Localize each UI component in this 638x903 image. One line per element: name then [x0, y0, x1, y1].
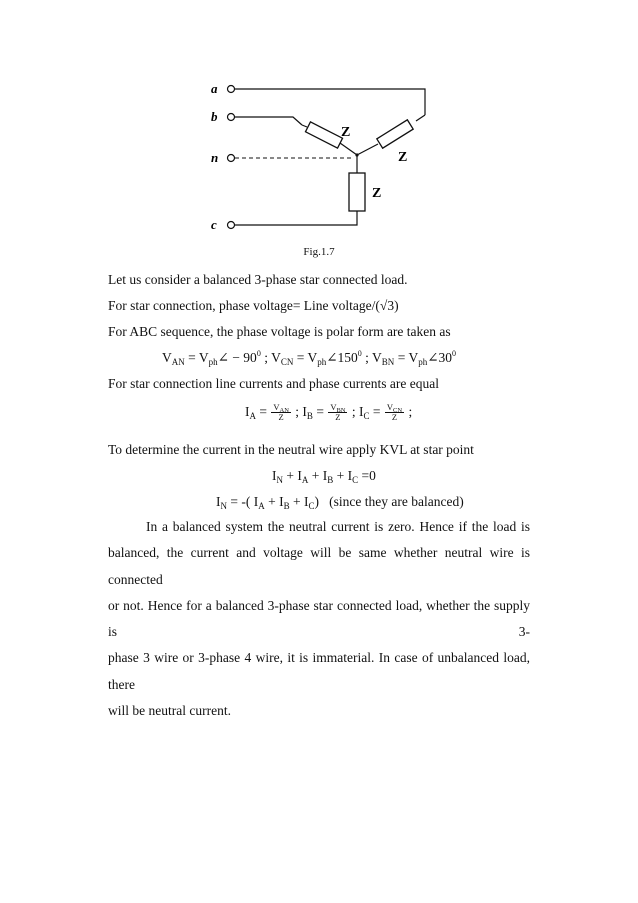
terminal-a: [228, 86, 235, 93]
impedance-label-a: Z: [398, 150, 408, 165]
paragraph-line: In a balanced system the neutral current is zero. Hence if the load is: [146, 519, 530, 534]
terminal-c: [228, 222, 235, 229]
terminal-label-b: b: [211, 109, 218, 124]
paragraph-balanced-system: [108, 514, 530, 724]
impedance-label-b: Z: [341, 125, 351, 140]
paragraph-line: phase 3 wire or 3-phase 4 wire, it is immaterial. In case of unbalanced load, there: [108, 650, 530, 692]
terminal-b: [228, 114, 235, 121]
line-c-wire: [235, 211, 357, 225]
terminal-n: [228, 155, 235, 162]
equation-neutral-current: $I_N$ = -( $I_A + I_B + I_C$) (since they are balanced): [216, 494, 464, 511]
text-line-balanced-load: Let us consider a balanced 3-phase star connected load.: [108, 272, 408, 287]
figure-caption: Fig.1.7: [303, 246, 335, 258]
paragraph-line: will be neutral current.: [108, 703, 231, 719]
text-line-kvl: To determine the current in the neutral wire apply KVL at star point: [108, 442, 474, 457]
branch-b-to-star: [340, 143, 357, 155]
terminal-label-n: n: [211, 150, 219, 165]
paragraph-line: balanced, the current and voltage will be same whether neutral wire is connected: [108, 545, 530, 587]
star-connection-diagram: [0, 0, 638, 270]
text-line-abc-sequence: For ABC sequence, the phase voltage is polar form are taken as: [108, 324, 451, 339]
fraction-vbn-z: $\frac{V_{BN}}{Z}$: [330, 402, 346, 423]
branch-a-lead: [416, 115, 425, 121]
fraction-vcn-z: $\frac{V_{CN}}{Z}$: [386, 402, 403, 423]
impedance-c: [349, 173, 365, 211]
line-b-wire: [235, 117, 302, 125]
terminal-label-a: a: [211, 81, 218, 96]
terminal-label-c: c: [211, 217, 217, 232]
text-line-star-voltage: For star connection, phase voltage= Line voltage/(√3): [108, 298, 399, 313]
text-line-line-phase-currents: For star connection line currents and phase currents are equal: [108, 376, 439, 391]
paragraph-line: or not. Hence for a balanced 3-phase star connected load, whether the supply is 3-: [108, 597, 530, 640]
impedance-a: [377, 120, 413, 148]
impedance-label-c: Z: [372, 186, 382, 201]
line-a-wire: [235, 89, 425, 115]
equation-kcl-star-point: $I_N + I_A + I_B + I_C =0$: [272, 468, 376, 485]
fraction-van-z: $\frac{V_{AN}}{Z}$: [273, 402, 289, 423]
impedance-b: [305, 122, 342, 148]
branch-a-to-star: [357, 144, 378, 155]
branch-b-lead: [302, 125, 307, 127]
equation-phase-currents: $I_A$ = $\frac{V_{AN}}{Z}$ ; $I_B$ = $\frac{V_{BN}}{Z}$ ; $I_C$ = $\frac{V_{CN}}{Z}$ ;: [245, 402, 413, 423]
equation-phase-voltages: $V_{AN}$ = $V_{ph}\angle - 90^0$ ; $V_{CN}$ = $V_{ph}\angle 150^0$ ; $V_{BN}$ = $V_{ph}\angle 30^0$: [162, 349, 456, 367]
star-point: [355, 153, 358, 156]
